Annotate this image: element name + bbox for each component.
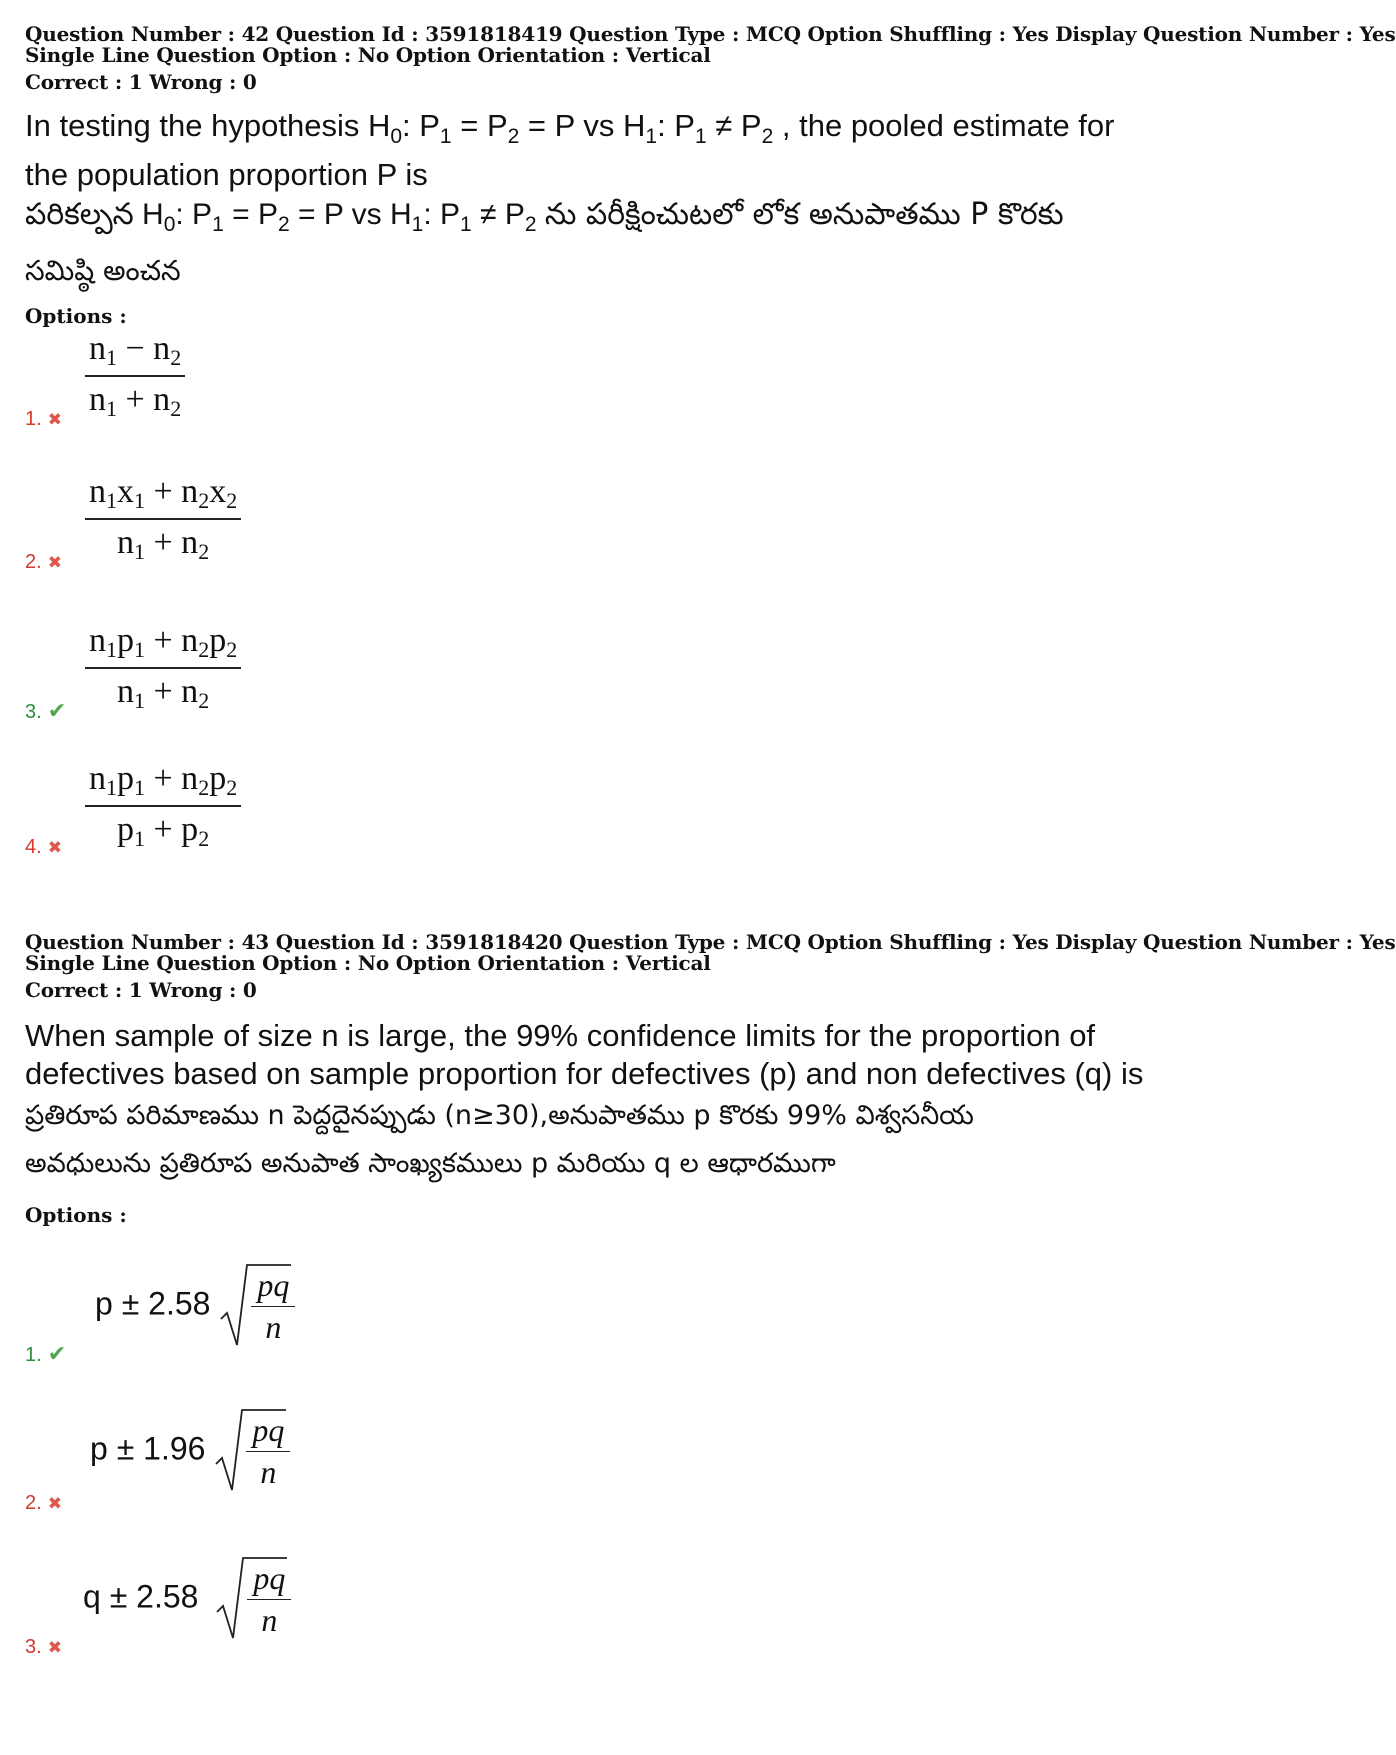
stem-en-line-2: defectives based on sample proportion for defectives (p) and non defectives (q) is xyxy=(25,1056,1144,1091)
sqrt-expression: pq n xyxy=(219,1261,291,1347)
option-formula: $\frac{n_1x_1 + n_2x_2}{n_1 + n_2}$ xyxy=(85,473,241,565)
q42-option-4[interactable] xyxy=(25,760,425,860)
option-number: 4. ✖ xyxy=(25,836,62,858)
meta-line-1: Question Number : 42 Question Id : 3591818419 Question Type : MCQ Option Shuffling : Yes Display Question Number : Yes xyxy=(25,22,1396,46)
stem-te-line-2: సమిష్ఠి అంచన xyxy=(25,254,181,288)
q43-option-3[interactable] xyxy=(25,1548,525,1658)
score-line: Correct : 1 Wrong : 0 xyxy=(25,70,257,94)
option-formula: $\frac{n_1 - n_2}{n_1 + n_2}$ xyxy=(85,330,185,422)
option-formula: q ± 2.58 pq n xyxy=(83,1554,287,1640)
sqrt-expression: pq n xyxy=(214,1406,286,1492)
stem-te-line-2: అవధులును ప్రతిరూప అనుపాత సాంఖ్యకములు p మరియు q ల ఆధారముగా xyxy=(25,1148,836,1179)
question-meta xyxy=(25,22,1396,94)
score-line: Correct : 1 Wrong : 0 xyxy=(25,978,257,1002)
option-formula: $\frac{n_1p_1 + n_2p_2}{n_1 + n_2}$ xyxy=(85,622,241,714)
q42-option-2[interactable] xyxy=(25,473,425,573)
q43-option-1[interactable] xyxy=(25,1255,525,1365)
question-stem xyxy=(25,107,1220,290)
check-icon: ✔ xyxy=(47,1341,67,1366)
meta-line-2: Single Line Question Option : No Option Orientation : Vertical xyxy=(25,43,711,67)
q42-option-3[interactable] xyxy=(25,622,425,722)
option-number: 1. ✖ xyxy=(25,408,62,430)
meta-line-1: Question Number : 43 Question Id : 3591818420 Question Type : MCQ Option Shuffling : Yes Display Question Number : Yes xyxy=(25,930,1396,954)
wrong-icon: ✖ xyxy=(47,410,62,429)
wrong-icon: ✖ xyxy=(47,1494,62,1513)
stem-te-line-1: ప్రతిరూప పరిమాణము n పెద్దదైనప్పుడు (n≥30),అనుపాతము p కొరకు 99% విశ్వసనీయ xyxy=(25,1100,974,1131)
option-formula: $\frac{n_1p_1 + n_2p_2}{p_1 + p_2}$ xyxy=(85,760,241,852)
question-43 xyxy=(25,930,1396,1227)
wrong-icon: ✖ xyxy=(47,838,62,857)
option-number: 1. ✔ xyxy=(25,1341,67,1366)
wrong-icon: ✖ xyxy=(47,553,62,572)
option-formula: p ± 2.58 pq n xyxy=(95,1261,291,1347)
q43-option-2[interactable] xyxy=(25,1402,525,1512)
stem-te-line-1: పరికల్పన $H_0$: $P_1 = P_2 = P$ vs $H_1$: $P_1 \ne P_2$ ను పరీక్షించుటలో లోక అనుపాతము P కొరకు xyxy=(25,197,1064,237)
question-42 xyxy=(25,22,1396,329)
question-meta xyxy=(25,930,1396,1002)
sqrt-expression: pq n xyxy=(215,1554,287,1640)
wrong-icon: ✖ xyxy=(47,1638,62,1657)
option-number: 3. ✖ xyxy=(25,1636,62,1658)
options-label: Options : xyxy=(25,1203,127,1227)
option-number: 3. ✔ xyxy=(25,698,67,723)
check-icon: ✔ xyxy=(47,698,67,723)
option-number: 2. ✖ xyxy=(25,551,62,573)
option-formula: p ± 1.96 pq n xyxy=(90,1406,286,1492)
option-number: 2. ✖ xyxy=(25,1492,62,1514)
options-label: Options : xyxy=(25,304,127,329)
meta-line-2: Single Line Question Option : No Option Orientation : Vertical xyxy=(25,951,711,975)
stem-en-line-1: When sample of size n is large, the 99% confidence limits for the proportion of xyxy=(25,1018,1096,1053)
stem-en-line-1: In testing the hypothesis $H_0$: $P_1 = P_2 = P$ vs $H_1$: $P_1 \ne P_2$ , the pooled estimate for xyxy=(25,108,1115,149)
stem-en-line-2: the population proportion P is xyxy=(25,157,428,193)
question-stem xyxy=(25,1017,1220,1183)
q42-option-1[interactable] xyxy=(25,330,425,430)
